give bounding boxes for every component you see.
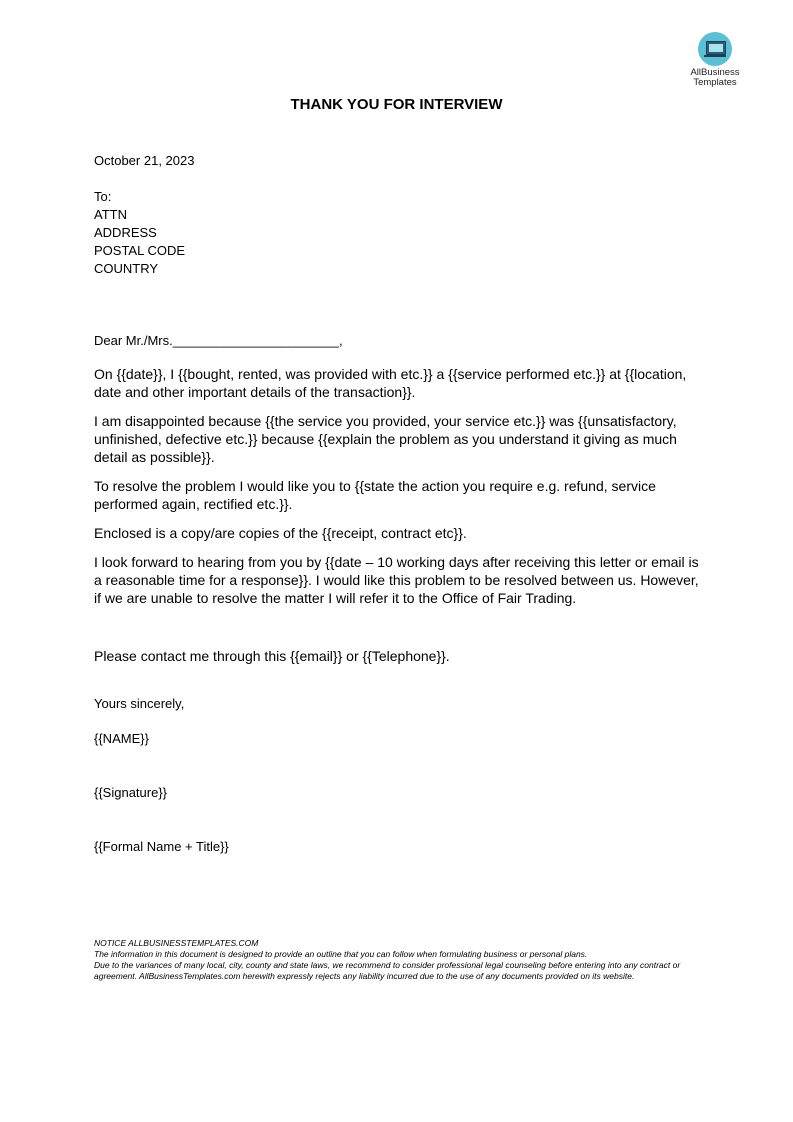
logo-line-1: AllBusiness [690,67,740,78]
address-street: ADDRESS [94,225,157,240]
signature-placeholder: {{Signature}} [94,785,168,800]
paragraph-1: On {{date}}, I {{bought, rented, was provided with etc.}} a {{service performed etc.}} at {{location, date and other important details of the transaction}}. [94,366,687,400]
allbusiness-templates-logo [683,32,747,88]
logo-text [683,68,747,88]
laptop-icon [698,32,732,66]
letter-date: October 21, 2023 [94,153,195,168]
notice-line-1: The information in this document is designed to provide an outline that you can follow when formulating business or personal plans. [94,949,588,959]
paragraph-5: I look forward to hearing from you by {{date – 10 working days after receiving this letter or email is a reasonable time for a response}}. I would like this problem to be resolved between us. However, if we are unable to resolve the matter I will refer it to the Office of Fair Trading. [94,554,699,606]
notice-line-2: Due to the variances of many local, city, county and state laws, we recommend to consider professional legal counseling before entering into any contract or agreement. AllBusinessTemplates.com herewith expressly rejects any liability incurred due to the use of any documents provided on its website. [94,960,681,981]
notice-heading: NOTICE ALLBUSINESSTEMPLATES.COM [94,938,259,948]
address-to: To: [94,189,112,204]
logo-line-2: Templates [693,77,737,88]
address-country: COUNTRY [94,261,159,276]
legal-notice [94,938,704,982]
document-title: THANK YOU FOR INTERVIEW [290,96,503,113]
recipient-address [94,188,185,278]
name-placeholder: {{NAME}} [94,731,149,746]
salutation: Dear Mr./Mrs._______________________, [94,333,343,348]
paragraph-contact: Please contact me through this {{email}} or {{Telephone}}. [94,648,450,664]
paragraph-3: To resolve the problem I would like you to {{state the action you require e.g. refund, service performed again, rectified etc.}}. [94,478,656,512]
formal-name-placeholder: {{Formal Name + Title}} [94,839,229,854]
paragraph-2: I am disappointed because {{the service you provided, your service etc.}} was {{unsatisfactory, unfinished, defective etc.}} because {{explain the problem as you understand it giving as much detail as possible}}. [94,413,677,465]
closing: Yours sincerely, [94,696,185,711]
paragraph-4: Enclosed is a copy/are copies of the {{receipt, contract etc}}. [94,525,467,541]
address-attn: ATTN [94,207,127,222]
address-postal-code: POSTAL CODE [94,243,186,258]
